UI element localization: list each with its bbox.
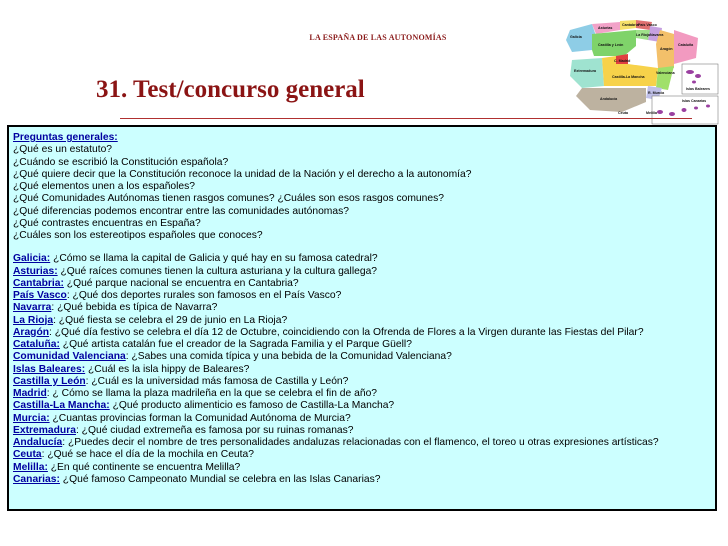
region-question-asturias xyxy=(13,266,711,278)
svg-text:Aragón: Aragón xyxy=(660,47,673,51)
svg-text:Castilla y León: Castilla y León xyxy=(598,43,624,47)
svg-text:La Rioja: La Rioja xyxy=(636,33,650,37)
general-question: ¿Qué quiere decir que la Constitución reconoce la unidad de la Nación y el derecho a la autonomía? xyxy=(13,168,472,180)
region-question-galicia xyxy=(13,253,711,265)
region-label: Canarias: xyxy=(13,473,60,485)
region-label: Galicia: xyxy=(13,253,51,265)
svg-text:Melilla: Melilla xyxy=(646,111,657,115)
region-question-text: ¿Qué producto alimenticio es famoso de Castilla-La Mancha? xyxy=(109,400,395,412)
region-label: Melilla: xyxy=(13,461,48,473)
questions-box xyxy=(7,125,717,511)
region-label: Murcia: xyxy=(13,412,50,424)
region-question-baleares xyxy=(13,364,711,376)
page-title: 31. Test/concurso general xyxy=(96,76,365,103)
region-question-melilla xyxy=(13,462,711,474)
svg-text:Cantabria: Cantabria xyxy=(622,23,639,27)
region-question-text: : ¿Cuál es la universidad más famosa de Castilla y León? xyxy=(85,375,349,387)
region-question-text: ¿Qué raíces comunes tienen la cultura asturiana y la cultura gallega? xyxy=(57,265,378,277)
region-question-text: ¿Qué parque nacional se encuentra en Cantabria? xyxy=(63,277,299,289)
region-question-text: ¿Qué famoso Campeonato Mundial se celebra en las Islas Canarias? xyxy=(59,473,381,485)
region-label: Navarra xyxy=(13,302,52,314)
region-label: Islas Baleares: xyxy=(13,363,86,375)
svg-text:Valenciana: Valenciana xyxy=(656,71,675,75)
svg-text:Cataluña: Cataluña xyxy=(678,43,694,47)
svg-text:Navarra: Navarra xyxy=(650,33,664,37)
svg-text:Islas Baleares: Islas Baleares xyxy=(686,87,710,91)
region-question-text: : ¿Qué se hace el día de la mochila en Ceuta? xyxy=(41,449,254,461)
general-question: ¿Qué diferencias podemos encontrar entre las comunidades autónomas? xyxy=(13,205,349,217)
region-question-murcia xyxy=(13,413,711,425)
region-question-la-rioja xyxy=(13,315,711,327)
spain-map xyxy=(562,16,720,126)
region-question-text: : ¿Sabes una comida típica y una bebida de la Comunidad Valenciana? xyxy=(125,351,452,363)
region-question-text: : ¿Qué fiesta se celebra el 29 de junio en La Rioja? xyxy=(53,314,288,326)
region-label: Asturias: xyxy=(13,265,58,277)
region-question-valenciana xyxy=(13,351,711,363)
region-question-pais-vasco xyxy=(13,290,711,302)
region-label: La Rioja xyxy=(13,314,54,326)
region-question-extremadura xyxy=(13,425,711,437)
region-question-text: ¿Qué artista catalán fue el creador de la Sagrada Familia y el Parque Güell? xyxy=(59,339,412,350)
region-label: Castilla-La Mancha: xyxy=(13,400,110,412)
region-question-andalucia xyxy=(13,437,711,449)
region-question-cataluna xyxy=(13,339,711,351)
region-label: País Vasco xyxy=(13,290,67,301)
svg-text:Ceuta: Ceuta xyxy=(618,111,628,115)
region-question-ceuta xyxy=(13,449,711,461)
region-label: Cantabria: xyxy=(13,277,64,289)
svg-text:Asturias: Asturias xyxy=(598,26,613,30)
svg-text:Extremadura: Extremadura xyxy=(574,69,596,73)
region-question-text: : ¿Qué bebida es típica de Navarra? xyxy=(51,302,218,314)
general-question: ¿Qué es un estatuto? xyxy=(13,144,113,156)
general-question: ¿Qué Comunidades Autónomas tienen rasgos comunes? ¿Cuáles son esos rasgos comunes? xyxy=(13,193,444,205)
region-question-madrid xyxy=(13,388,711,400)
region-label: Extremadura xyxy=(13,424,76,436)
region-question-castilla-leon xyxy=(13,376,711,388)
general-questions-heading: Preguntas generales: xyxy=(13,132,118,143)
region-question-navarra xyxy=(13,302,711,314)
region-question-text: ¿Cuál es la isla hippy de Baleares? xyxy=(85,363,250,375)
region-question-text: : ¿Qué ciudad extremeña es famosa por su ruinas romanas? xyxy=(75,424,354,436)
region-label: Comunidad Valenciana xyxy=(13,351,126,363)
region-question-cantabria xyxy=(13,278,711,290)
region-question-text: ¿Cómo se llama la capital de Galicia y qué hay en su famosa catedral? xyxy=(50,253,378,265)
region-question-text: : ¿Puedes decir el nombre de tres personalidades andaluzas relacionadas con el flamenco, el toreo u otras expresiones artísticas? xyxy=(62,437,659,448)
svg-text:Castilla-La Mancha: Castilla-La Mancha xyxy=(612,75,645,79)
svg-text:País Vasco: País Vasco xyxy=(638,23,657,27)
region-question-text: ¿En qué continente se encuentra Melilla? xyxy=(47,461,241,473)
region-label: Ceuta xyxy=(13,449,42,461)
region-label: Castilla y León xyxy=(13,375,86,387)
region-label: Andalucía xyxy=(13,437,63,448)
general-question: ¿Cuáles son los estereotipos españoles que conoces? xyxy=(13,230,263,241)
svg-text:Andalucía: Andalucía xyxy=(600,97,618,101)
region-question-castilla-mancha xyxy=(13,400,711,412)
region-question-text: ¿Cuantas provincias forman la Comunidad Autónoma de Murcia? xyxy=(49,412,351,424)
region-question-text: : ¿Qué día festivo se celebra el día 12 de Octubre, coincidiendo con la Ofrenda de Flores a la Virgen durante las Fiestas del Pilar? xyxy=(49,326,644,338)
general-question: ¿Qué contrastes encuentras en España? xyxy=(13,217,201,229)
svg-text:Islas Canarias: Islas Canarias xyxy=(682,99,707,103)
region-question-text: : ¿Qué dos deportes rurales son famosos en el País Vasco? xyxy=(66,290,342,301)
region-label: Madrid xyxy=(13,388,47,399)
region-label: Cataluña: xyxy=(13,339,60,350)
region-question-text: : ¿ Cómo se llama la plaza madrileña en la que se celebra el fin de año? xyxy=(46,388,378,399)
region-question-aragon xyxy=(13,327,711,339)
svg-text:C. Madrid: C. Madrid xyxy=(614,59,631,63)
region-question-canarias xyxy=(13,474,711,486)
general-question: ¿Cuándo se escribió la Constitución española? xyxy=(13,156,229,168)
region-label: Aragón xyxy=(13,326,50,338)
general-question: ¿Qué elementos unen a los españoles? xyxy=(13,181,196,192)
svg-text:R. Murcia: R. Murcia xyxy=(648,91,665,95)
svg-text:Galicia: Galicia xyxy=(570,35,582,39)
title-divider xyxy=(120,118,692,119)
header-title: LA ESPAÑA DE LAS AUTONOMÍAS xyxy=(309,33,447,42)
